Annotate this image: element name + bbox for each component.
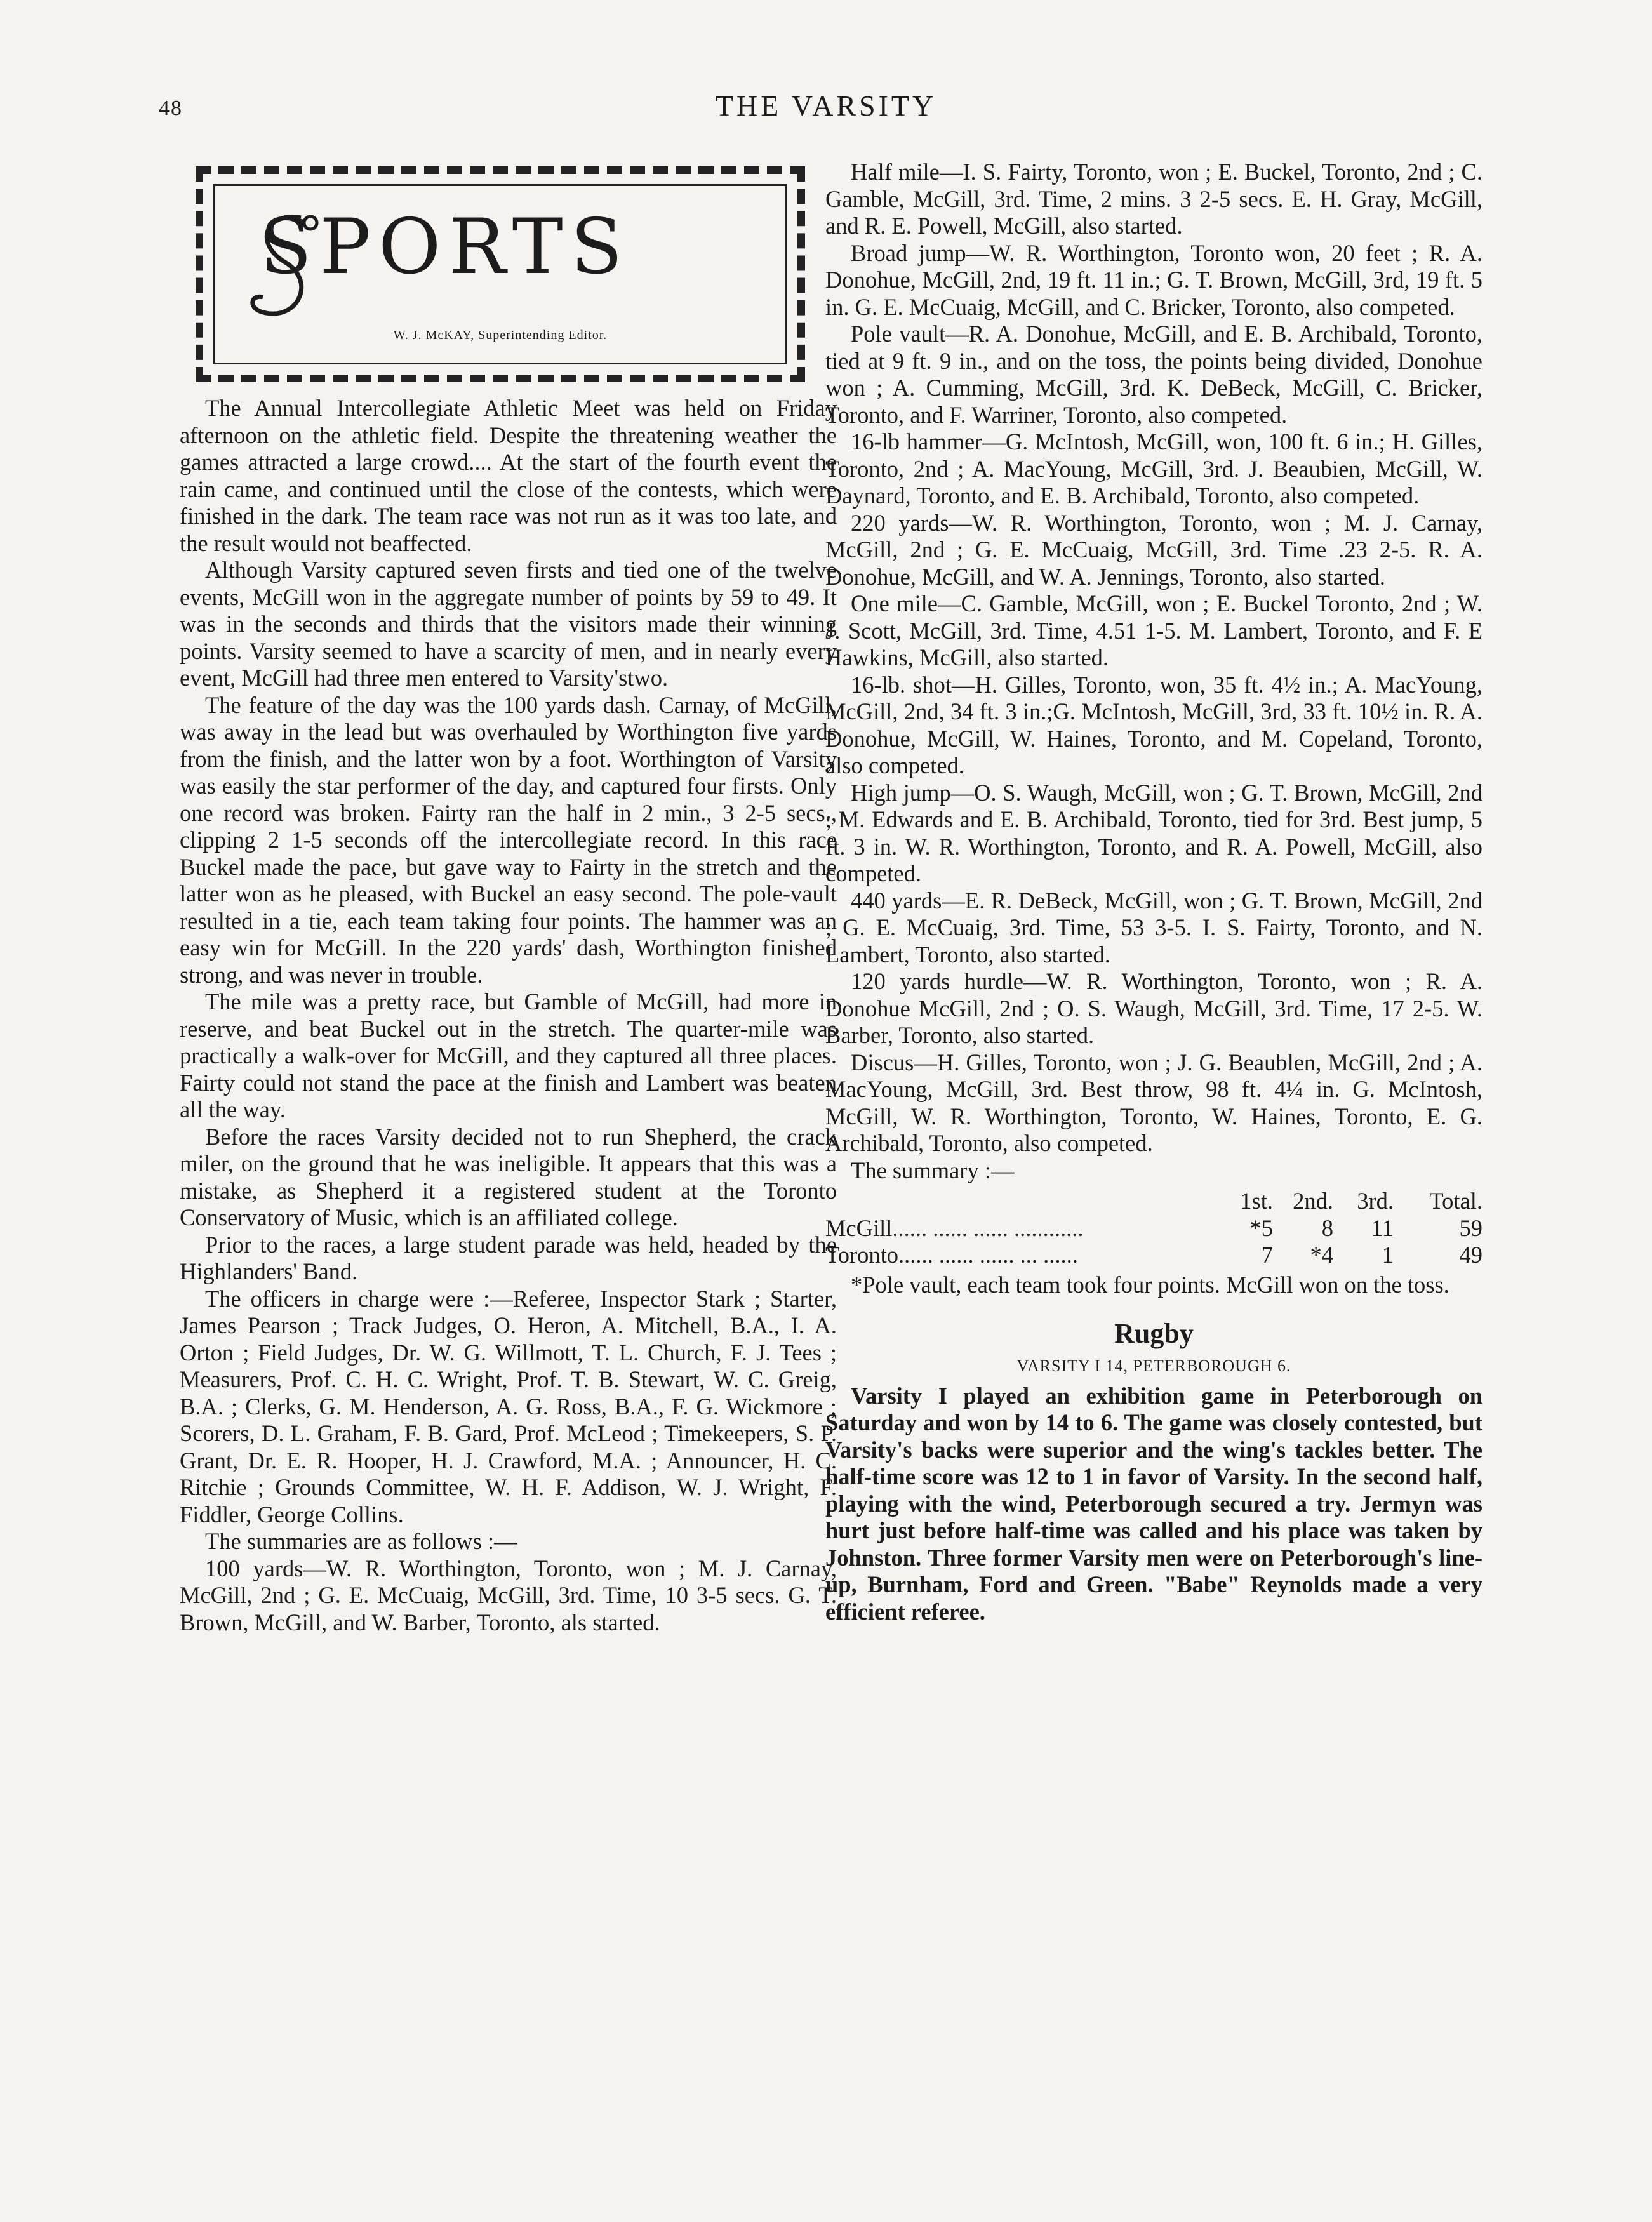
banner-title: SPORTS (260, 203, 630, 291)
banner-frame (213, 184, 787, 364)
paragraph: Pole vault—R. A. Donohue, McGill, and E. B. Archibald, Toronto, tied at 9 ft. 9 in., and on the toss, the points being divided, Donohue won ; A. Cumming, McGill, 3rd. K. DeBeck, McGill, C. Bricker, Toronto, and F. Warriner, Toronto, also competed. (825, 321, 1482, 428)
summary-cell: 7 (1261, 1242, 1273, 1268)
summary-cell: 49 (1459, 1242, 1482, 1268)
paragraph: 100 yards—W. R. Worthington, Toronto, won ; M. J. Carnay, McGill, 2nd ; G. E. McCuaig, McGill, 3rd. Time, 10 3-5 secs. G. T. Brown, McGill, and W. Barber, Toronto, als started. (180, 1555, 837, 1635)
running-head (0, 89, 1652, 133)
rugby-heading: Rugby (1114, 1318, 1194, 1349)
paragraph: The summary :— (851, 1157, 1015, 1183)
summary-header: 3rd. (1357, 1188, 1394, 1214)
summary-header: 2nd. (1293, 1188, 1333, 1214)
rugby-section (825, 1383, 1482, 1626)
paragraph: The Annual Intercollegiate Athletic Meet was held on Friday afternoon on the athletic field. Despite the threatening weather the games attracted a large crowd.... At the start of the fourth event the rain came, and continued until the close of the contests, which were finished in the dark. The team race was not run as it was too late, and the result would not beaffected. (180, 395, 837, 556)
page-number: 48 (159, 96, 183, 120)
summary-header: Total. (1429, 1188, 1482, 1214)
team-name: McGill...... ...... ...... ............ (825, 1214, 1084, 1241)
summary-cell: 1 (1382, 1242, 1394, 1268)
team-name: Toronto...... ...... ...... ... ...... (825, 1242, 1078, 1268)
paragraph: The feature of the day was the 100 yards dash. Carnay, of McGill, was away in the lead but was overhauled by Worthington five yards from the finish, and the latter won by a foot. Worthington of Varsity was easily the star performer of the day, and captured four firsts. Only one record was broken. Fairty ran the half in 2 min., 3 2-5 secs., clipping 2 1-5 seconds off the intercollegiate record. In this race Buckel made the pace, but gave way to Fairty in the stretch and the latter won as he pleased, with Buckel an easy second. The pole-vault resulted in a tie, each team taking four points. The hammer was an easy win for McGill. In the 220 yards' dash, Worthington finished strong, and was never in trouble. (180, 691, 837, 988)
rugby-score-line: VARSITY I 14, PETERBOROUGH 6. (1016, 1357, 1291, 1375)
paragraph: The mile was a pretty race, but Gamble of McGill, had more in reserve, and beat Buckel out in the stretch. The quarter-mile was practically a walk-over for McGill, and they captured all three places. Fairty could not stand the pace at the finish and Lambert was beaten all the way. (180, 988, 837, 1122)
paragraph: High jump—O. S. Waugh, McGill, won ; G. T. Brown, McGill, 2nd ; M. Edwards and E. B. Archibald, Toronto, tied for 3rd. Best jump, 5 ft. 3 in. W. R. Worthington, Toronto, and R. A. Powell, McGill, also competed. (825, 779, 1482, 886)
paragraph: Although Varsity captured seven firsts and tied one of the twelve events, McGill won in the aggregate number of points by 59 to 49. It was in the seconds and thirds that the visitors made their winning points. Varsity seemed to have a scarcity of men, and in nearly every event, McGill had three men entered to Varsity'stwo. (180, 557, 837, 691)
journal-title: THE VARSITY (715, 90, 937, 122)
paragraph: Before the races Varsity decided not to run Shepherd, the crack miler, on the ground that he was ineligible. It appears that this was a mistake, as Shepherd it a registered student at the Toronto Conservatory of Music, which is an affiliated college. (180, 1123, 837, 1230)
summary-table (825, 1188, 1482, 1269)
paragraph: Discus—H. Gilles, Toronto, won ; J. G. Beaublen, McGill, 2nd ; A. MacYoung, McGill, 3rd. Best throw, 98 ft. 4¼ in. G. McIntosh, McGill, W. R. Worthington, Toronto, W. Haines, Toronto, E. G. Archibald, Toronto, also competed. (825, 1049, 1482, 1156)
paragraph: Prior to the races, a large student parade was held, headed by the Highlanders' Band. (180, 1231, 837, 1284)
banner-editor-credit: W. J. McKAY, Superintending Editor. (393, 328, 608, 342)
paragraph: 220 yards—W. R. Worthington, Toronto, won ; M. J. Carnay, McGill, 2nd ; G. E. McCuaig, McGill, 3rd. Time .23 2-5. R. A. Donohue, McGill, and W. A. Jennings, Toronto, also started. (825, 509, 1482, 590)
paragraph: Half mile—I. S. Fairty, Toronto, won ; E. Buckel, Toronto, 2nd ; C. Gamble, McGill, 3rd. Time, 2 mins. 3 2-5 secs. E. H. Gray, McGill, and R. E. Powell, McGill, also started. (825, 159, 1482, 239)
summary-cell: 8 (1321, 1214, 1333, 1241)
summary-header: 1st. (1240, 1188, 1273, 1214)
paragraph: 16-lb. shot—H. Gilles, Toronto, won, 35 ft. 4½ in.; A. MacYoung, McGill, 2nd, 34 ft. 3 in.;G. McIntosh, McGill, 3rd, 33 ft. 10½ in. R. A. Donohue, McGill, W. Haines, Toronto, and M. Copeland, Toronto, also competed. (825, 671, 1482, 778)
summary-note: *Pole vault, each team took four points. McGill won on the toss. (851, 1271, 1449, 1298)
paragraph: The summaries are as follows :— (205, 1528, 517, 1554)
summary-cell: *4 (1310, 1242, 1333, 1268)
right-column (825, 159, 1482, 1625)
sports-banner (196, 166, 805, 382)
paragraph: One mile—C. Gamble, McGill, won ; E. Buckel Toronto, 2nd ; W. J. Scott, McGill, 3rd. Time, 4.51 1-5. M. Lambert, Toronto, and F. E Hawkins, McGill, also started. (825, 590, 1482, 670)
summary-cell: 59 (1459, 1214, 1482, 1241)
summary-row-toronto (825, 1242, 1482, 1269)
paragraph: The officers in charge were :—Referee, Inspector Stark ; Starter, James Pearson ; Track Judges, O. Heron, A. Mitchell, B.A., I. A. Orton ; Field Judges, Dr. W. G. Willmott, T. L. Church, F. J. Tees ; Measurers, Prof. C. H. C. Wright, Prof. T. B. Stewart, W. C. Greig, B.A. ; Clerks, G. M. Henderson, A. G. Ross, B.A., F. G. Wickmore ; Scorers, D. L. Graham, F. B. Gard, Prof. McLeod ; Timekeepers, S. P. Grant, Dr. E. R. Hooper, H. J. Crawford, M.A. ; Announcer, H. C. Ritchie ; Grounds Committee, W. H. F. Addison, W. J. Wright, F. Fiddler, George Collins. (180, 1285, 837, 1527)
summary-cell: 11 (1371, 1214, 1394, 1241)
paragraph: 120 yards hurdle—W. R. Worthington, Toronto, won ; R. A. Donohue McGill, 2nd ; O. S. Waugh, McGill, 3rd. Time, 17 2-5. W. Barber, Toronto, also started. (825, 968, 1482, 1048)
left-column (180, 159, 837, 1636)
summary-row-mcgill (825, 1215, 1482, 1242)
summary-cell: *5 (1249, 1214, 1273, 1241)
paragraph: Broad jump—W. R. Worthington, Toronto won, 20 feet ; R. A. Donohue, McGill, 2nd, 19 ft. 11 in.; G. T. Brown, McGill, 3rd, 19 ft. 5 in. G. E. McCuaig, McGill, and C. Bricker, Toronto, also competed. (825, 239, 1482, 320)
paragraph: 440 yards—E. R. DeBeck, McGill, won ; G. T. Brown, McGill, 2nd ; G. E. McCuaig, 3rd. Time, 53 3-5. I. S. Fairty, Toronto, and N. Lambert, Toronto, also started. (825, 887, 1482, 968)
paragraph: Varsity I played an exhibition game in Peterborough on Saturday and won by 14 to 6. The game was closely contested, but Varsity's backs were superior and the wing's tackles better. The half-time score was 12 to 1 in favor of Varsity. In the second half, playing with the wind, Peterborough secured a try. Jermyn was hurt just before half-time was called and his place was taken by Johnston. Three former Varsity men were on Peterborough's line-up, Burnham, Ford and Green. "Babe" Reynolds made a very efficient referee. (825, 1382, 1482, 1625)
summary-header-row (825, 1188, 1482, 1215)
paragraph: 16-lb hammer—G. McIntosh, McGill, won, 100 ft. 6 in.; H. Gilles, Toronto, 2nd ; A. MacYoung, McGill, 3rd. J. Beaubien, McGill, W. Daynard, Toronto, and E. B. Archibald, Toronto, also competed. (825, 429, 1482, 509)
